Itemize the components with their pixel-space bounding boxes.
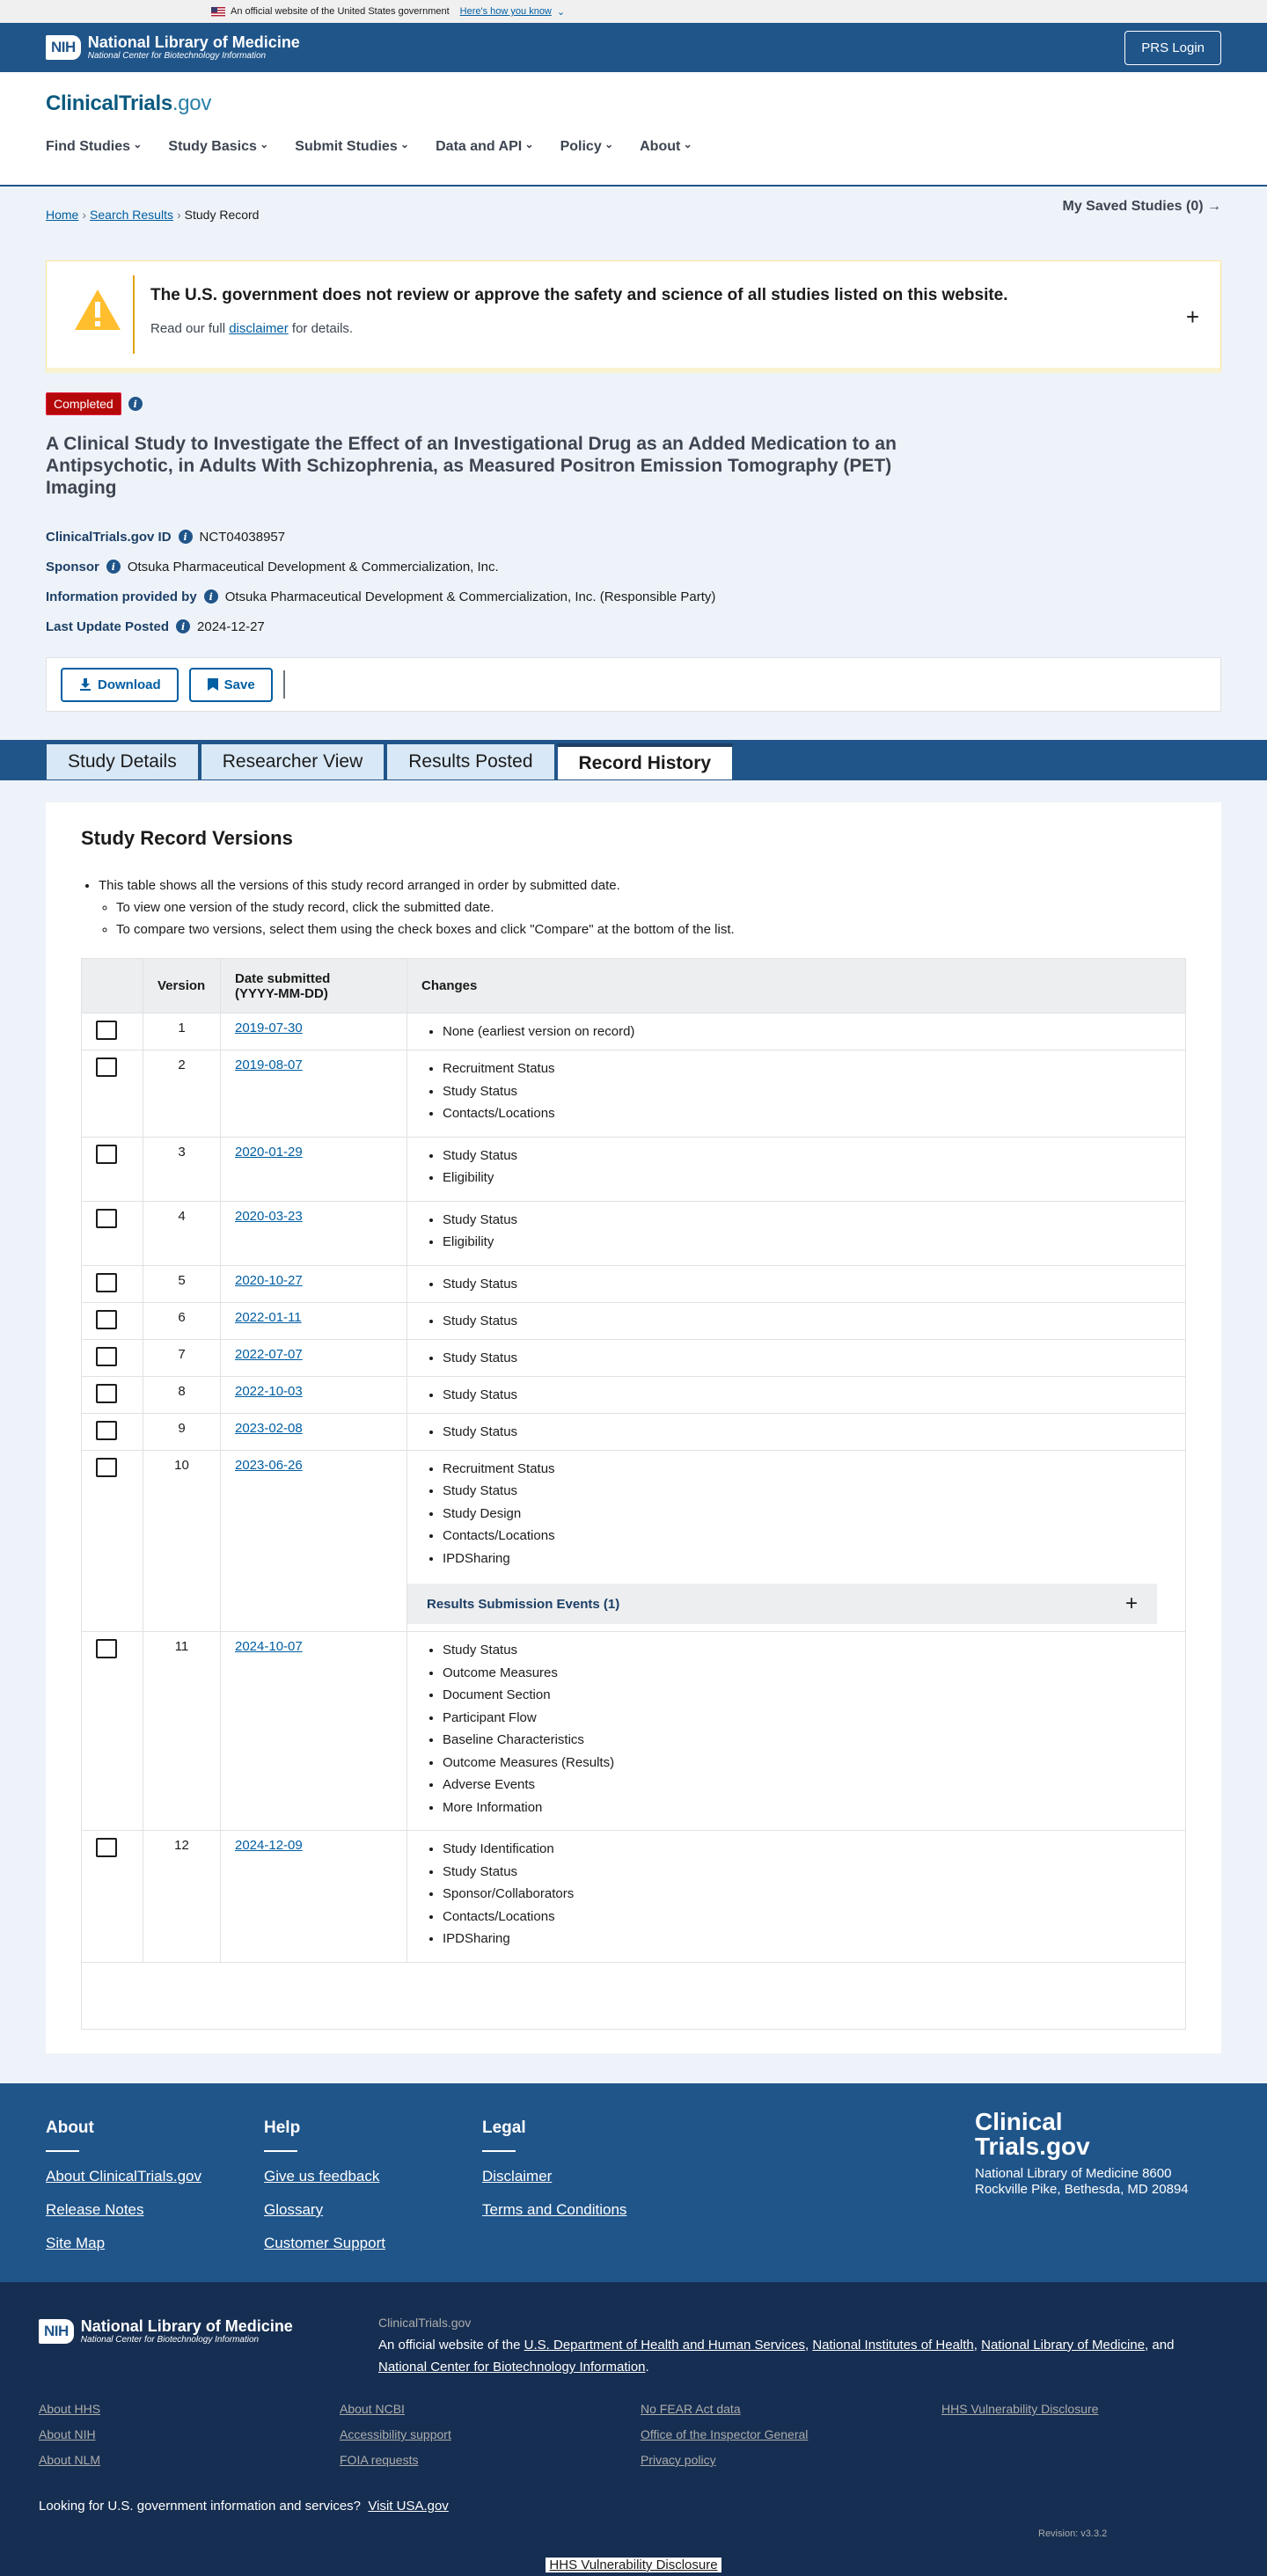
version-checkbox[interactable]	[96, 1347, 117, 1366]
nlm-name: National Library of Medicine	[80, 2317, 293, 2335]
expand-alert-icon[interactable]: +	[1185, 304, 1199, 330]
changes-list	[421, 1838, 1171, 1950]
official-website-note: ClinicalTrials.gov An official website of the U.S. Department of Health and Human Services, National Institutes of Health, National Library of Medicine, and National Center for Biotechnology Information.	[378, 2312, 1214, 2378]
main-nav	[46, 139, 1221, 155]
meta-key: Information provided by	[46, 589, 197, 604]
ncbi-link[interactable]: National Center for Biotechnology Information	[378, 2360, 646, 2375]
tab-researcher-view[interactable]: Researcher View	[201, 743, 385, 780]
expand-icon: +	[1124, 1592, 1138, 1615]
changes-list	[421, 1057, 1171, 1125]
change-item: • Outcome Measures (Results)	[443, 1752, 1171, 1775]
footer-government	[0, 2282, 1267, 2576]
revision-text: Revision: v3.3.2	[1038, 2528, 1108, 2539]
table-row	[82, 1339, 1186, 1376]
version-date-link[interactable]: 2019-08-07	[235, 1057, 303, 1072]
tab-record-history[interactable]: Record History	[557, 743, 734, 780]
download-icon	[78, 677, 92, 692]
version-number: 3	[143, 1137, 221, 1201]
footer-links-col2	[340, 2397, 451, 2473]
version-date-link[interactable]: 2019-07-30	[235, 1021, 303, 1036]
nav-data-api[interactable]: Data and API ⌄	[436, 139, 533, 155]
nav-policy[interactable]: Policy ⌄	[560, 139, 614, 155]
version-number: 6	[143, 1302, 221, 1339]
info-icon[interactable]: i	[128, 397, 143, 411]
footer-link[interactable]: About ClinicalTrials.gov	[46, 2168, 201, 2184]
breadcrumb-search-results[interactable]: Search Results	[90, 208, 173, 222]
footer-links-col4	[941, 2397, 1098, 2422]
vulnerability-disclosure-bar	[0, 2558, 1267, 2572]
footer-help	[264, 2119, 385, 2252]
footer-link[interactable]: Office of the Inspector General	[641, 2427, 809, 2441]
versions-heading: Study Record Versions	[81, 827, 293, 849]
footer-link[interactable]: Accessibility support	[340, 2427, 451, 2441]
table-row	[82, 1137, 1186, 1201]
nav-study-basics[interactable]: Study Basics ⌄	[168, 139, 268, 155]
version-number: 12	[143, 1831, 221, 1963]
nlm-logo[interactable]	[46, 33, 300, 62]
footer-link[interactable]: Give us feedback	[264, 2168, 380, 2184]
results-events-label: Results Submission Events (1)	[427, 1596, 620, 1612]
version-number: 10	[143, 1450, 221, 1632]
nct-id: NCT04038957	[199, 529, 286, 545]
version-checkbox[interactable]	[96, 1021, 117, 1040]
nih-link[interactable]: National Institutes of Health	[812, 2338, 974, 2353]
version-number: 7	[143, 1339, 221, 1376]
version-date-link[interactable]: 2023-02-08	[235, 1420, 303, 1436]
ncbi-name: National Center for Biotechnology Information	[87, 51, 267, 61]
footer-link[interactable]: About NLM	[39, 2453, 101, 2467]
change-item: • Study Status	[443, 1209, 1171, 1232]
version-date-link[interactable]: 2022-01-11	[235, 1309, 302, 1325]
breadcrumb-home[interactable]: Home	[46, 208, 79, 222]
study-record-versions	[46, 802, 1221, 2053]
versions-table	[81, 958, 1186, 2030]
table-row	[82, 1376, 1186, 1413]
col-date: Date submitted (YYYY-MM-DD)	[221, 959, 407, 1014]
col-select	[82, 959, 143, 1014]
footer-help-heading: Help	[264, 2119, 301, 2137]
nih-header	[0, 23, 1267, 72]
change-item: • Study Status	[443, 1384, 1171, 1407]
footer-brand	[975, 2110, 1204, 2198]
table-row	[82, 1831, 1186, 1963]
chevron-down-icon: ⌄	[556, 6, 566, 18]
footer-links-col1	[39, 2397, 100, 2473]
version-checkbox[interactable]	[96, 1421, 117, 1440]
version-checkbox[interactable]	[96, 1458, 117, 1477]
meta-key: ClinicalTrials.gov ID	[46, 529, 172, 545]
versions-intro	[99, 875, 1186, 940]
changes-list	[421, 1273, 1171, 1296]
nav-submit-studies[interactable]: Submit Studies ⌄	[295, 139, 409, 155]
disclaimer-link[interactable]: disclaimer	[229, 321, 289, 336]
table-row	[82, 1632, 1186, 1831]
change-item: • Study Status	[443, 1080, 1171, 1103]
breadcrumb-study-record: Study Record	[184, 208, 260, 222]
changes-list	[421, 1421, 1171, 1444]
version-checkbox[interactable]	[96, 1838, 117, 1857]
information-provider: Otsuka Pharmaceutical Development & Commercialization, Inc. (Responsible Party)	[224, 589, 716, 604]
version-date-link[interactable]: 2020-03-23	[235, 1208, 303, 1224]
changes-list	[421, 1209, 1171, 1254]
tab-study-details[interactable]: Study Details	[46, 743, 199, 780]
brand-part-b: .gov	[172, 91, 212, 115]
footer-brand-line2: Trials.gov	[975, 2133, 1090, 2160]
info-icon[interactable]: i	[106, 560, 121, 574]
disclaimer-alert	[46, 260, 1221, 373]
gov-banner-text: An official website of the United States government	[231, 6, 450, 17]
footer-legal	[482, 2119, 626, 2219]
change-item: • None (earliest version on record)	[443, 1021, 1171, 1043]
version-date-link[interactable]: 2022-10-03	[235, 1383, 303, 1399]
footer-site-name: ClinicalTrials.gov	[378, 2316, 472, 2330]
us-flag-icon	[211, 7, 225, 17]
version-date-link[interactable]: 2022-07-07	[235, 1346, 303, 1362]
table-footer-row	[82, 1962, 1186, 2029]
nlm-link[interactable]: National Library of Medicine	[981, 2338, 1146, 2353]
intro-text: • This table shows all the versions of this study record arranged in order by submitted date.	[99, 875, 1186, 896]
last-update-date: 2024-12-27	[197, 618, 265, 634]
table-row	[82, 1265, 1186, 1302]
status-badge: Completed	[46, 392, 121, 415]
version-date-link[interactable]: 2020-10-27	[235, 1272, 303, 1288]
footer-link[interactable]: Release Notes	[46, 2201, 144, 2218]
version-checkbox[interactable]	[96, 1310, 117, 1329]
version-number: 11	[143, 1632, 221, 1831]
intro-view-hint: ◦ To view one version of the study record, click the submitted date.	[116, 896, 1186, 918]
version-checkbox[interactable]	[96, 1145, 117, 1164]
table-row	[82, 1450, 1186, 1632]
footer-link[interactable]: About NIH	[39, 2427, 96, 2441]
change-item: • Contacts/Locations	[443, 1102, 1171, 1125]
change-item: • IPDSharing	[443, 1928, 1171, 1950]
change-item: • Participant Flow	[443, 1707, 1171, 1730]
change-item: • Recruitment Status	[443, 1057, 1171, 1080]
meta-key: Last Update Posted	[46, 618, 170, 634]
table-row	[82, 1201, 1186, 1265]
changes-list	[421, 1639, 1171, 1819]
version-number: 4	[143, 1201, 221, 1265]
brand-part-a: ClinicalTrials	[46, 91, 172, 115]
change-item: • Baseline Characteristics	[443, 1729, 1171, 1752]
version-number: 2	[143, 1050, 221, 1138]
footer-link[interactable]: About NCBI	[340, 2402, 405, 2416]
version-date-link[interactable]: 2023-06-26	[235, 1457, 303, 1473]
footer-link[interactable]: Privacy policy	[641, 2453, 716, 2467]
actions-bar	[46, 657, 1221, 712]
hhs-link[interactable]: U.S. Department of Health and Human Services	[524, 2338, 805, 2353]
intro-compare-hint: ◦ To compare two versions, select them using the check boxes and click "Compare" at the bottom of the list.	[116, 918, 1186, 940]
footer-about-heading: About	[46, 2119, 94, 2137]
table-row	[82, 1014, 1186, 1050]
footer-address: National Library of Medicine 8600 Rockville Pike, Bethesda, MD 20894	[975, 2166, 1189, 2197]
version-checkbox[interactable]	[96, 1057, 117, 1077]
change-item: • Study Status	[443, 1861, 1171, 1884]
nav-about[interactable]: About ⌄	[640, 139, 692, 155]
clinicaltrials-logo[interactable]	[46, 91, 1221, 116]
footer-main	[0, 2083, 1267, 2282]
footer-link[interactable]: About HHS	[39, 2402, 101, 2416]
nlm-name: National Library of Medicine	[87, 33, 300, 51]
col-version: Version	[143, 959, 221, 1014]
change-item: • Study Status	[443, 1639, 1171, 1662]
change-item: • Document Section	[443, 1684, 1171, 1707]
study-title: A Clinical Study to Investigate the Effect of an Investigational Drug as an Added Medication to an Antipsychotic, in Adults With Schizophrenia, as Measured Positron Emission Tomography (PET) Imaging	[46, 434, 897, 498]
heres-how-you-know-link[interactable]: Here's how you know	[459, 6, 552, 17]
changes-list	[421, 1458, 1171, 1570]
version-checkbox[interactable]	[96, 1273, 117, 1292]
study-tabs	[0, 740, 1267, 780]
version-date-link[interactable]: 2020-01-29	[235, 1144, 303, 1160]
change-item: • Adverse Events	[443, 1774, 1171, 1797]
footer-link[interactable]: Terms and Conditions	[482, 2201, 627, 2218]
footer-brand-line1: Clinical	[975, 2108, 1063, 2135]
download-label: Download	[98, 677, 161, 692]
table-row	[82, 1050, 1186, 1138]
change-item: • Study Status	[443, 1273, 1171, 1296]
version-number: 8	[143, 1376, 221, 1413]
footer-links-col3	[641, 2397, 808, 2473]
footer-link[interactable]: Glossary	[264, 2201, 324, 2218]
version-checkbox[interactable]	[96, 1209, 117, 1228]
save-label: Save	[223, 677, 255, 692]
change-item: • Study Status	[443, 1480, 1171, 1503]
gov-banner	[0, 0, 1267, 23]
version-date-link[interactable]: 2024-10-07	[235, 1639, 303, 1654]
footer-about	[46, 2119, 201, 2252]
results-submission-events[interactable]	[407, 1584, 1157, 1624]
footer-nlm-logo[interactable]	[39, 2317, 293, 2345]
footer-link[interactable]: FOIA requests	[340, 2453, 419, 2467]
change-item: • Recruitment Status	[443, 1458, 1171, 1481]
nav-find-studies[interactable]: Find Studies ⌄	[46, 139, 142, 155]
tab-results-posted[interactable]: Results Posted	[386, 743, 554, 780]
changes-list	[421, 1347, 1171, 1370]
version-number: 1	[143, 1014, 221, 1050]
version-checkbox[interactable]	[96, 1384, 117, 1403]
changes-list	[421, 1384, 1171, 1407]
breadcrumb: Home › Search Results › Study Record	[46, 208, 260, 222]
footer-link[interactable]: No FEAR Act data	[641, 2402, 741, 2416]
version-checkbox[interactable]	[96, 1639, 117, 1658]
footer-legal-heading: Legal	[482, 2119, 526, 2137]
footer-link[interactable]: HHS Vulnerability Disclosure	[941, 2402, 1099, 2416]
version-number: 5	[143, 1265, 221, 1302]
change-item: • More Information	[443, 1797, 1171, 1819]
nih-logo-box: NIH	[46, 35, 81, 60]
vulnerability-disclosure-link[interactable]: HHS Vulnerability Disclosure	[546, 2558, 721, 2572]
footer-link[interactable]: Customer Support	[264, 2235, 385, 2251]
table-row	[82, 1302, 1186, 1339]
change-item: • Study Status	[443, 1347, 1171, 1370]
version-number: 9	[143, 1413, 221, 1450]
alert-text: Read our full disclaimer for details.	[150, 321, 354, 336]
change-item: • Eligibility	[443, 1167, 1171, 1189]
usa-gov-note: Looking for U.S. government information and services? Visit USA.gov	[39, 2499, 449, 2514]
changes-list	[421, 1021, 1171, 1043]
footer-link[interactable]: Disclaimer	[482, 2168, 553, 2184]
site-header	[0, 72, 1267, 214]
change-item: • Study Status	[443, 1421, 1171, 1444]
table-row	[82, 1413, 1186, 1450]
alert-title: The U.S. government does not review or approve the safety and science of all studies listed on this website.	[150, 286, 1008, 304]
download-button[interactable]	[61, 668, 179, 702]
my-saved-studies-link[interactable]: My Saved Studies (0) →	[1062, 199, 1221, 214]
info-icon[interactable]: i	[179, 530, 193, 544]
change-item: • Eligibility	[443, 1231, 1171, 1254]
change-item: • Sponsor/Collaborators	[443, 1883, 1171, 1906]
sponsor: Otsuka Pharmaceutical Development & Commercialization, Inc.	[127, 559, 499, 574]
version-date-link[interactable]: 2024-12-09	[235, 1838, 303, 1853]
save-button[interactable]	[189, 668, 273, 702]
nih-logo-box: NIH	[39, 2319, 74, 2344]
study-meta	[46, 522, 1221, 641]
ncbi-name: National Center for Biotechnology Information	[80, 2335, 260, 2345]
prs-login-button[interactable]: PRS Login	[1124, 31, 1221, 65]
changes-list	[421, 1145, 1171, 1189]
divider	[283, 670, 285, 699]
bookmark-icon	[207, 677, 219, 692]
change-item: • Outcome Measures	[443, 1662, 1171, 1685]
footer-link[interactable]: Site Map	[46, 2235, 106, 2251]
change-item: • Contacts/Locations	[443, 1906, 1171, 1928]
changes-list	[421, 1310, 1171, 1333]
change-item: • Study Identification	[443, 1838, 1171, 1861]
change-item: • Study Status	[443, 1145, 1171, 1167]
warning-icon	[73, 288, 122, 332]
status-row	[46, 392, 1221, 415]
change-item: • IPDSharing	[443, 1548, 1171, 1570]
change-item: • Study Status	[443, 1310, 1171, 1333]
info-icon[interactable]: i	[176, 619, 190, 633]
meta-key: Sponsor	[46, 559, 99, 574]
col-changes: Changes	[407, 959, 1186, 1014]
info-icon[interactable]: i	[204, 589, 218, 604]
change-item: • Study Design	[443, 1503, 1171, 1526]
usa-gov-link[interactable]: Visit USA.gov	[368, 2499, 449, 2514]
change-item: • Contacts/Locations	[443, 1525, 1171, 1548]
